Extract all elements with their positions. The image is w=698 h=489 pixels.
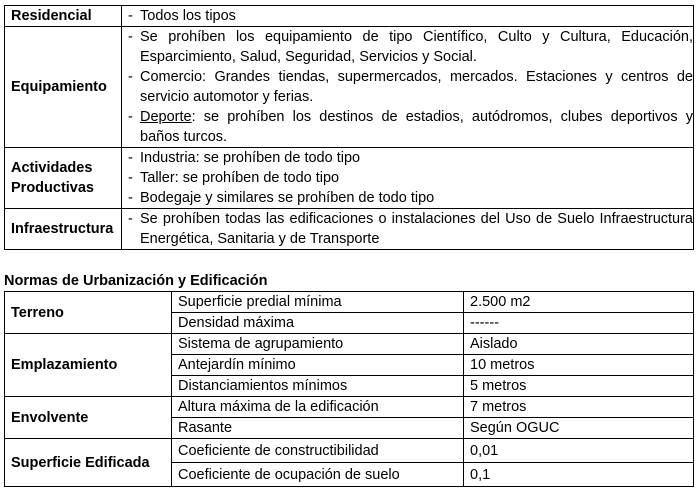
value-cell: 10 metros	[464, 355, 694, 376]
value-cell: 5 metros	[464, 376, 694, 397]
value-cell: 0,01	[464, 439, 694, 463]
value-cell: Aislado	[464, 334, 694, 355]
list-item: - Se prohíben todas las edificaciones o instalaciones del Uso de Suelo Infraestructura Energética, Sanitaria y de Transporte	[128, 211, 693, 247]
value-cell: ------	[464, 313, 694, 334]
table-row	[5, 292, 694, 313]
property-cell: Antejardín mínimo	[172, 355, 464, 376]
use-label-actividades-productivas: Actividades Productivas	[5, 148, 122, 209]
table-row	[5, 397, 694, 418]
group-label-terreno: Terreno	[5, 292, 172, 334]
use-detail-equipamiento	[122, 27, 694, 148]
group-label-envolvente: Envolvente	[5, 397, 172, 439]
table-row-equipamiento	[5, 27, 694, 148]
list-item: - Taller: se prohíben de todo tipo	[128, 170, 340, 186]
value-cell: Según OGUC	[464, 418, 694, 439]
value-cell: 2.500 m2	[464, 292, 694, 313]
deporte-label: Deporte	[140, 109, 192, 125]
table-row	[5, 439, 694, 463]
use-detail-infraestructura	[122, 209, 694, 250]
property-cell: Sistema de agrupamiento	[172, 334, 464, 355]
table-row-infraestructura	[5, 209, 694, 250]
property-cell: Rasante	[172, 418, 464, 439]
list-item: - Deporte: se prohíben los destinos de estadios, autódromos, clubes deportivos y baños turcos.	[128, 109, 693, 145]
norms-table	[4, 291, 694, 487]
land-uses-table	[4, 5, 694, 250]
property-cell: Densidad máxima	[172, 313, 464, 334]
property-cell: Superficie predial mínima	[172, 292, 464, 313]
property-cell: Coeficiente de ocupación de suelo	[172, 463, 464, 487]
table-row-actividades-productivas	[5, 148, 694, 209]
value-cell: 0,1	[464, 463, 694, 487]
table-row-residencial	[5, 6, 694, 27]
group-label-superficie-edificada: Superficie Edificada	[5, 439, 172, 487]
use-detail-residencial	[122, 6, 694, 27]
list-item: - Comercio: Grandes tiendas, supermercados, mercados. Estaciones y centros de servicio automotor y ferias.	[128, 69, 693, 105]
list-item: - Bodegaje y similares se prohíben de todo tipo	[128, 190, 435, 206]
property-cell: Altura máxima de la edificación	[172, 397, 464, 418]
list-item: - Industria: se prohíben de todo tipo	[128, 150, 361, 166]
list-item: - Se prohíben los equipamiento de tipo Científico, Culto y Cultura, Educación, Esparcimiento, Salud, Seguridad, Servicios y Social.	[128, 29, 693, 65]
value-cell: 7 metros	[464, 397, 694, 418]
use-label-equipamiento: Equipamiento	[5, 27, 122, 148]
property-cell: Distanciamientos mínimos	[172, 376, 464, 397]
table-row	[5, 334, 694, 355]
group-label-emplazamiento: Emplazamiento	[5, 334, 172, 397]
use-label-infraestructura: Infraestructura	[5, 209, 122, 250]
section-heading: Normas de Urbanización y Edificación	[4, 273, 268, 289]
use-detail-actividades-productivas	[122, 148, 694, 209]
use-label-residencial: Residencial	[5, 6, 122, 27]
property-cell: Coeficiente de constructibilidad	[172, 439, 464, 463]
list-item: - Todos los tipos	[128, 8, 236, 24]
